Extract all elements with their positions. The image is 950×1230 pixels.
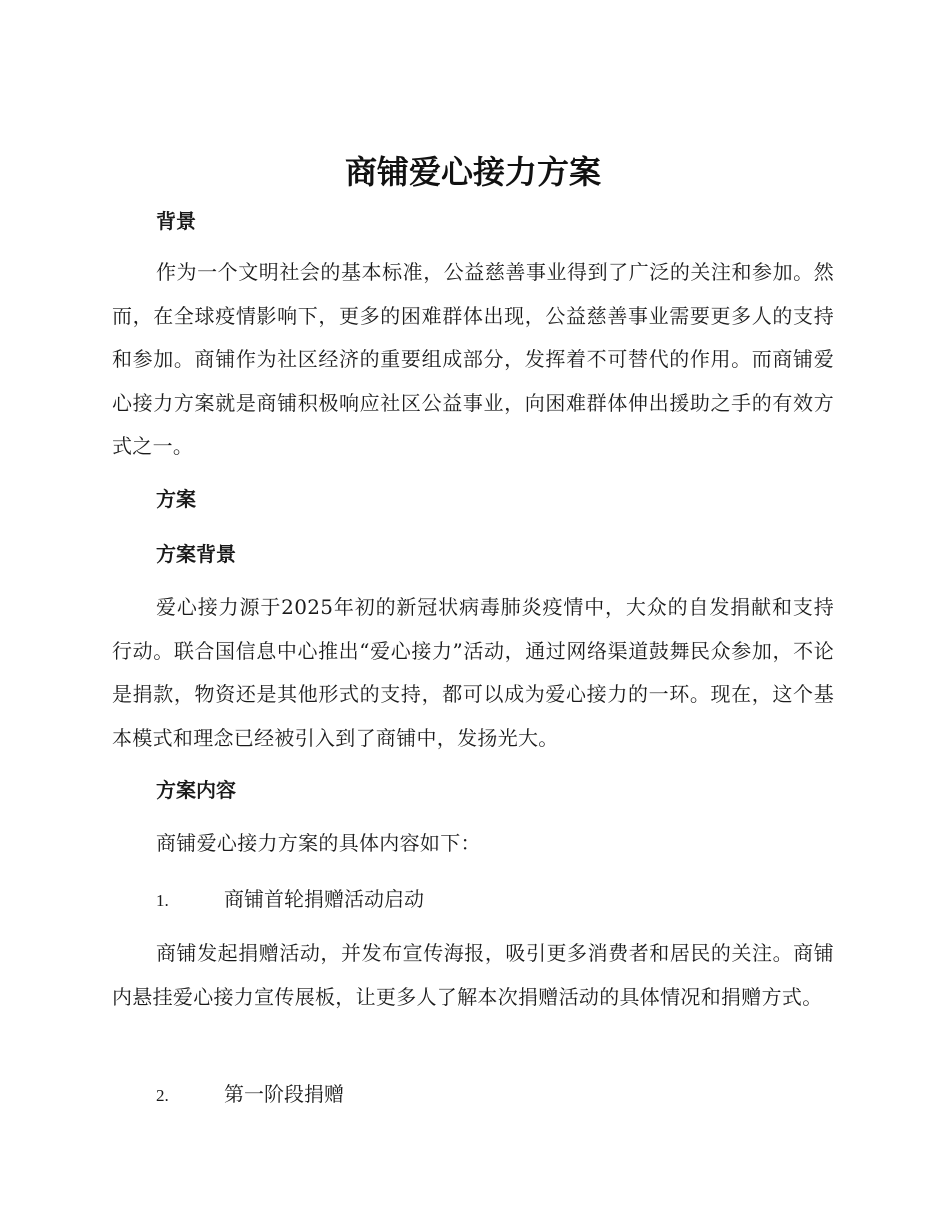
- list-item-2: [156, 1079, 344, 1111]
- list-number-1: 1.: [156, 891, 169, 910]
- plan-background-paragraph: 爱心接力源于2025年初的新冠状病毒肺炎疫情中，大众的自发捐献和支持行动。联合国信息中心推出“爱心接力”活动，通过网络渠道鼓舞民众参加，不论是捐款，物资还是其他形式的支持，都可以成为爱心接力的一环。现在，这个基本模式和理念已经被引入到了商铺中，发扬光大。: [112, 595, 834, 750]
- list-label-1: 商铺首轮捐赠活动启动: [224, 887, 424, 911]
- plan-heading: 方案: [156, 487, 196, 511]
- background-heading: 背景: [156, 209, 196, 233]
- background-paragraph: 作为一个文明社会的基本标准，公益慈善事业得到了广泛的关注和参加。然而，在全球疫情影响下，更多的困难群体出现，公益慈善事业需要更多人的支持和参加。商铺作为社区经济的重要组成部分，发挥着不可替代的作用。而商铺爱心接力方案就是商铺积极响应社区公益事业，向困难群体伸出援助之手的有效方式之一。: [112, 260, 834, 458]
- item1-paragraph: 商铺发起捐赠活动，并发布宣传海报，吸引更多消费者和居民的关注。商铺内悬挂爱心接力宣传展板，让更多人了解本次捐赠活动的具体情况和捐赠方式。: [112, 941, 834, 1009]
- document-title: 商铺爱心接力方案: [344, 153, 601, 191]
- list-item-1: [156, 884, 424, 916]
- plan-content-intro: 商铺爱心接力方案的具体内容如下：: [156, 831, 481, 855]
- list-number-2: 2.: [156, 1086, 169, 1105]
- plan-content-heading: 方案内容: [156, 778, 236, 802]
- plan-background-heading: 方案背景: [156, 542, 236, 566]
- list-label-2: 第一阶段捐赠: [224, 1082, 344, 1106]
